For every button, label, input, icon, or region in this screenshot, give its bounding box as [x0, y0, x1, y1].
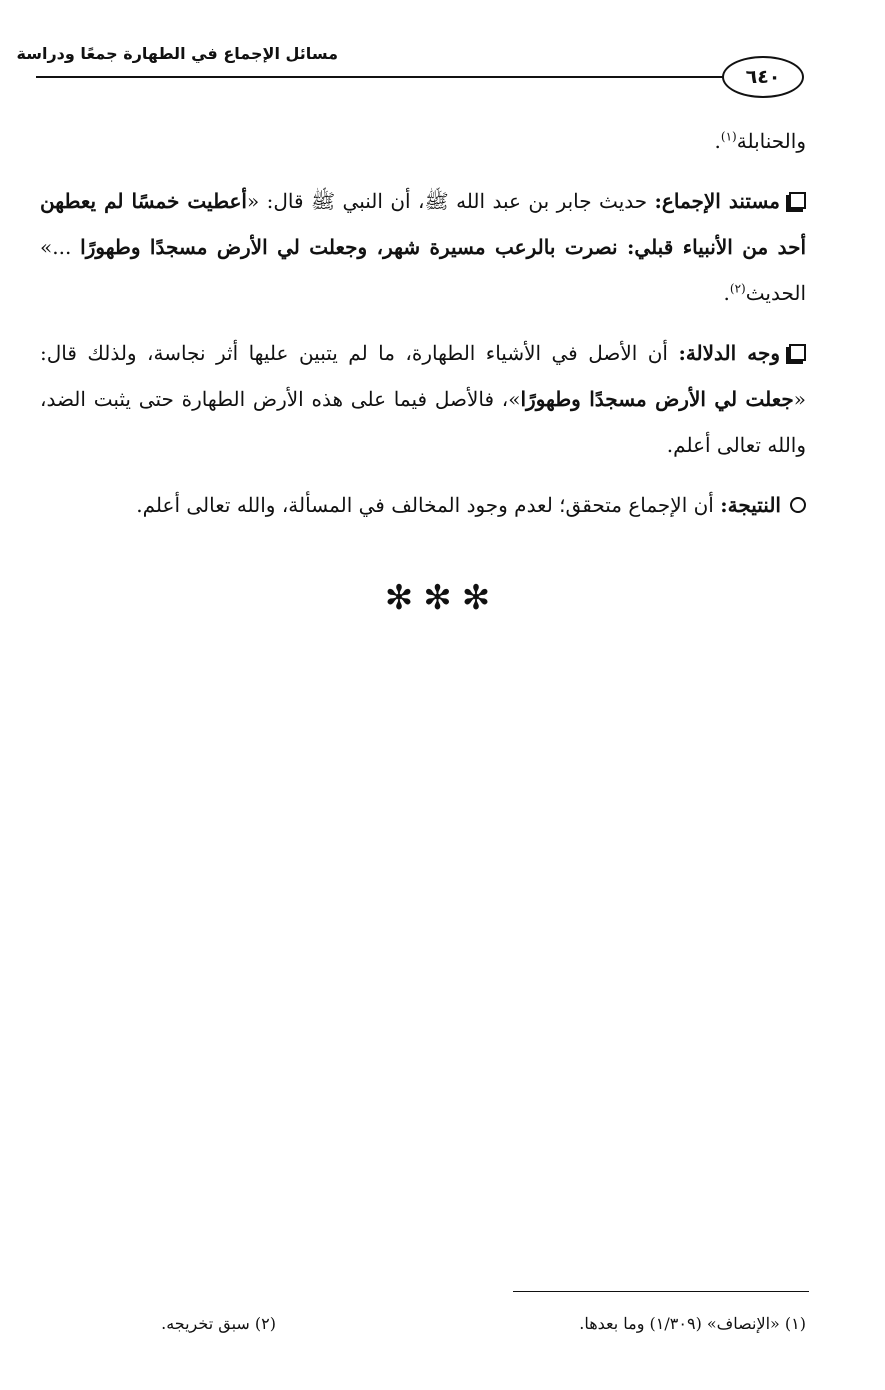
evidence-tail: ...» الحديث [40, 235, 806, 305]
hadith-quote: أعطيت خمسًا لم يعطهن أحد من الأنبياء قبلي: نصرت بالرعب مسيرة شهر، وجعلت لي الأرض مسجدًا وطهورًا [40, 189, 807, 259]
header-divider [36, 76, 736, 78]
footnote-ref-2: (٢) [729, 281, 746, 296]
section-ornament-stars: ✻✻✻ [384, 578, 501, 618]
main-text [40, 118, 806, 528]
indication-tail: »، فالأصل فيما على هذه الأرض الطهارة حتى يثبت الضد، والله تعالى أعلم. [40, 387, 806, 457]
circle-bullet-icon [790, 497, 806, 513]
indication-label: وجه الدلالة: [678, 341, 780, 365]
result-text: أن الإجماع متحقق؛ لعدم وجود المخالف في المسألة، والله تعالى أعلم. [136, 493, 721, 517]
page-number-badge [722, 56, 804, 98]
intro-line [40, 118, 806, 164]
paragraph-result [40, 482, 806, 528]
intro-text: والحنابلة [736, 129, 806, 153]
square-bullet-icon [789, 344, 806, 361]
indication-text: أن الأصل في الأشياء الطهارة، ما لم يتبين عليها أثر نجاسة، ولذلك قال: « [40, 341, 806, 411]
running-header-title: مسائل الإجماع في الطهارة جمعًا ودراسة [16, 44, 338, 63]
footnote-ref-1: (١) [720, 129, 737, 144]
footnote-divider [513, 1291, 809, 1292]
page-number: ٦٤٠ [745, 66, 781, 88]
indication-quote: جعلت لي الأرض مسجدًا وطهورًا [520, 387, 794, 411]
evidence-end: . [723, 281, 730, 305]
paragraph-indication [40, 330, 806, 468]
evidence-text: حديث جابر بن عبد الله ﷺ، أن النبي ﷺ قال: « [246, 189, 655, 213]
evidence-label: مستند الإجماع: [654, 189, 780, 213]
footnote-1: (١) «الإنصاف» (١/٣٠٩) وما بعدها. [579, 1314, 806, 1333]
result-label: النتيجة: [720, 493, 781, 517]
footnote-2: (٢) سبق تخريجه. [161, 1314, 276, 1333]
square-bullet-icon [789, 192, 806, 209]
paragraph-evidence [40, 178, 806, 316]
intro-end: . [714, 129, 721, 153]
